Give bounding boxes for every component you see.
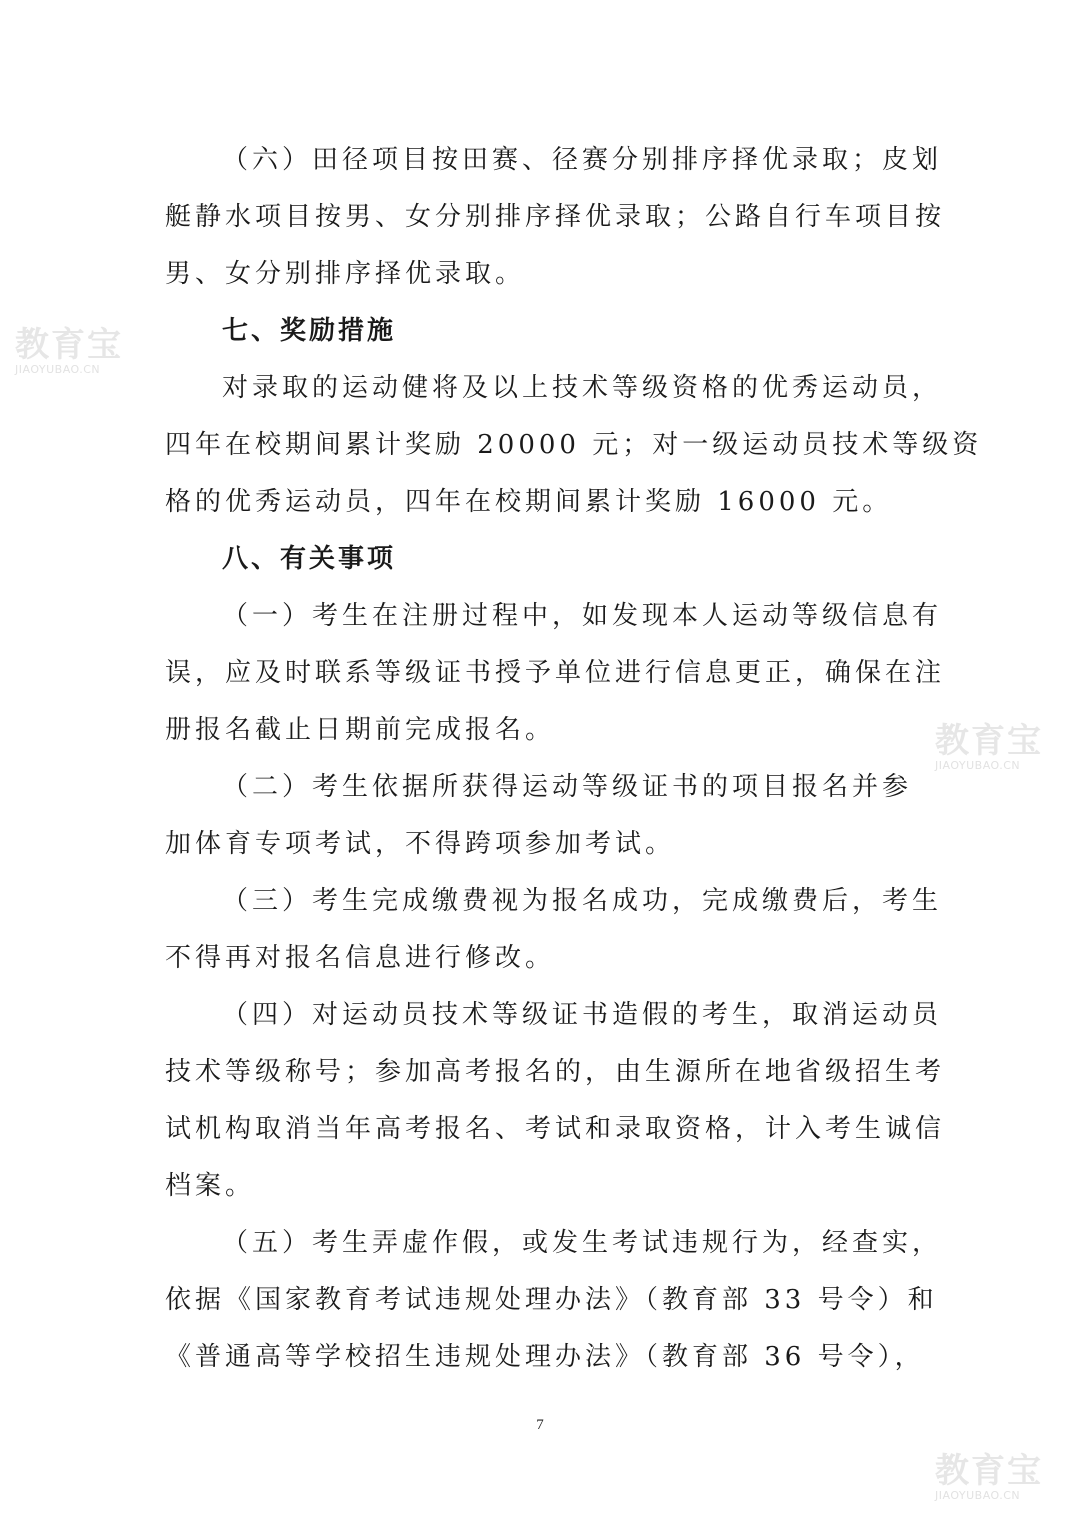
- para-item-3-line-2: 不得再对报名信息进行修改。: [165, 943, 556, 973]
- section-heading-matters: 八、有关事项: [222, 544, 397, 574]
- watermark-right-bottom: [935, 1453, 1075, 1503]
- para-item-2-line-1: （二）考生依据所获得运动等级证书的项目报名并参: [222, 772, 913, 802]
- para-item-5-line-1: （五）考生弄虚作假，或发生考试违规行为，经查实，: [222, 1228, 943, 1258]
- para-item-1-line-3: 册报名截止日期前完成报名。: [165, 715, 556, 745]
- para-rewards-line-1: 对录取的运动健将及以上技术等级资格的优秀运动员，: [222, 373, 943, 403]
- watermark-logo: 教育宝: [935, 1451, 1043, 1491]
- watermark-logo: 教育宝: [935, 721, 1043, 761]
- page-number: 7: [536, 1417, 544, 1433]
- para-item-5-line-2: 依据《国家教育考试违规处理办法》（教育部 33 号令）和: [165, 1285, 938, 1315]
- watermark-url: JIAOYUBAO.CN: [935, 1489, 1021, 1502]
- para-item-6-line-3: 男、女分别排序择优录取。: [165, 259, 526, 289]
- section-heading-rewards: 七、奖励措施: [222, 316, 397, 346]
- watermark-right-middle: [935, 723, 1075, 773]
- watermark-left: [15, 327, 155, 377]
- para-item-4-line-2: 技术等级称号；参加高考报名的，由生源所在地省级招生考: [165, 1057, 946, 1087]
- para-item-6-line-1: （六）田径项目按田赛、径赛分别排序择优录取；皮划: [222, 145, 943, 175]
- para-item-1-line-1: （一）考生在注册过程中，如发现本人运动等级信息有: [222, 601, 943, 631]
- para-rewards-line-3: 格的优秀运动员，四年在校期间累计奖励 16000 元。: [165, 487, 893, 517]
- watermark-url: JIAOYUBAO.CN: [15, 363, 101, 376]
- para-rewards-line-2: 四年在校期间累计奖励 20000 元；对一级运动员技术等级资: [165, 430, 983, 460]
- para-item-5-line-3: 《普通高等学校招生违规处理办法》（教育部 36 号令），: [165, 1342, 925, 1372]
- para-item-2-line-2: 加体育专项考试，不得跨项参加考试。: [165, 829, 676, 859]
- watermark-logo: 教育宝: [15, 325, 123, 365]
- para-item-3-line-1: （三）考生完成缴费视为报名成功，完成缴费后，考生: [222, 886, 943, 916]
- para-item-6-line-2: 艇静水项目按男、女分别排序择优录取；公路自行车项目按: [165, 202, 946, 232]
- para-item-1-line-2: 误，应及时联系等级证书授予单位进行信息更正，确保在注: [165, 658, 946, 688]
- watermark-url: JIAOYUBAO.CN: [935, 759, 1021, 772]
- para-item-4-line-3: 试机构取消当年高考报名、考试和录取资格，计入考生诚信: [165, 1114, 946, 1144]
- para-item-4-line-1: （四）对运动员技术等级证书造假的考生，取消运动员: [222, 1000, 943, 1030]
- para-item-4-line-4: 档案。: [165, 1171, 256, 1201]
